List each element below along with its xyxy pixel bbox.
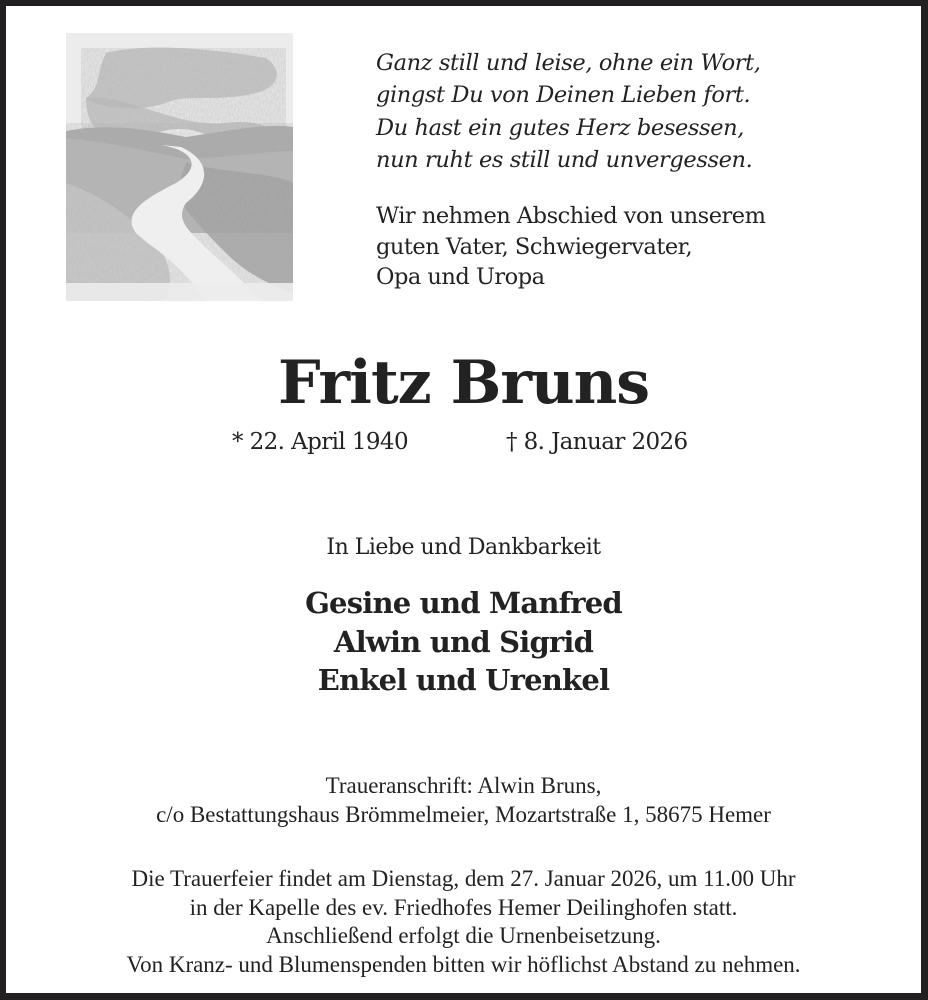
address-line: Traueranschrift: Alwin Bruns,	[325, 773, 602, 798]
farewell-line: guten Vater, Schwiegervater,	[376, 233, 693, 260]
deceased-name: Fritz Bruns	[278, 348, 649, 418]
ceremony-line: in der Kapelle des ev. Friedhofes Hemer Deilinghofen statt.	[189, 894, 738, 920]
farewell-text	[376, 201, 896, 293]
poem-verse	[376, 47, 896, 176]
address-line: c/o Bestattungshaus Brömmelmeier, Mozartstraße 1, 58675 Hemer	[156, 801, 771, 827]
family-line: Gesine und Manfred	[305, 586, 622, 620]
poem-line: gingst Du von Deinen Lieben fort.	[376, 82, 751, 109]
poem-line: Du hast ein gutes Herz besessen,	[376, 114, 744, 141]
family-names	[6, 584, 921, 700]
poem-line: nun ruht es still und unvergessen.	[376, 146, 753, 173]
farewell-line: Opa und Uropa	[376, 264, 545, 290]
poem-line: Ganz still und leise, ohne ein Wort,	[376, 50, 761, 76]
mourning-address	[6, 772, 921, 829]
family-line: Alwin und Sigrid	[333, 624, 594, 659]
landscape-sketch-image	[66, 33, 293, 301]
ceremony-info	[6, 865, 921, 979]
landscape-path-sketch-icon	[66, 33, 293, 301]
thanks-line: In Liebe und Dankbarkeit	[326, 535, 601, 560]
ceremony-line: Von Kranz- und Blumenspenden bitten wir höflichst Abstand zu nehmen.	[126, 951, 801, 977]
ceremony-line: Anschließend erfolgt die Urnenbeisetzung.	[266, 923, 661, 948]
farewell-line: Wir nehmen Abschied von unserem	[376, 203, 766, 229]
family-line: Enkel und Urenkel	[317, 663, 610, 697]
death-date: † 8. Januar 2026	[506, 429, 688, 455]
life-dates	[6, 429, 921, 465]
birth-date: * 22. April 1940	[232, 429, 408, 455]
ceremony-line: Die Trauerfeier findet am Dienstag, dem 27. Januar 2026, um 11.00 Uhr	[131, 866, 796, 891]
